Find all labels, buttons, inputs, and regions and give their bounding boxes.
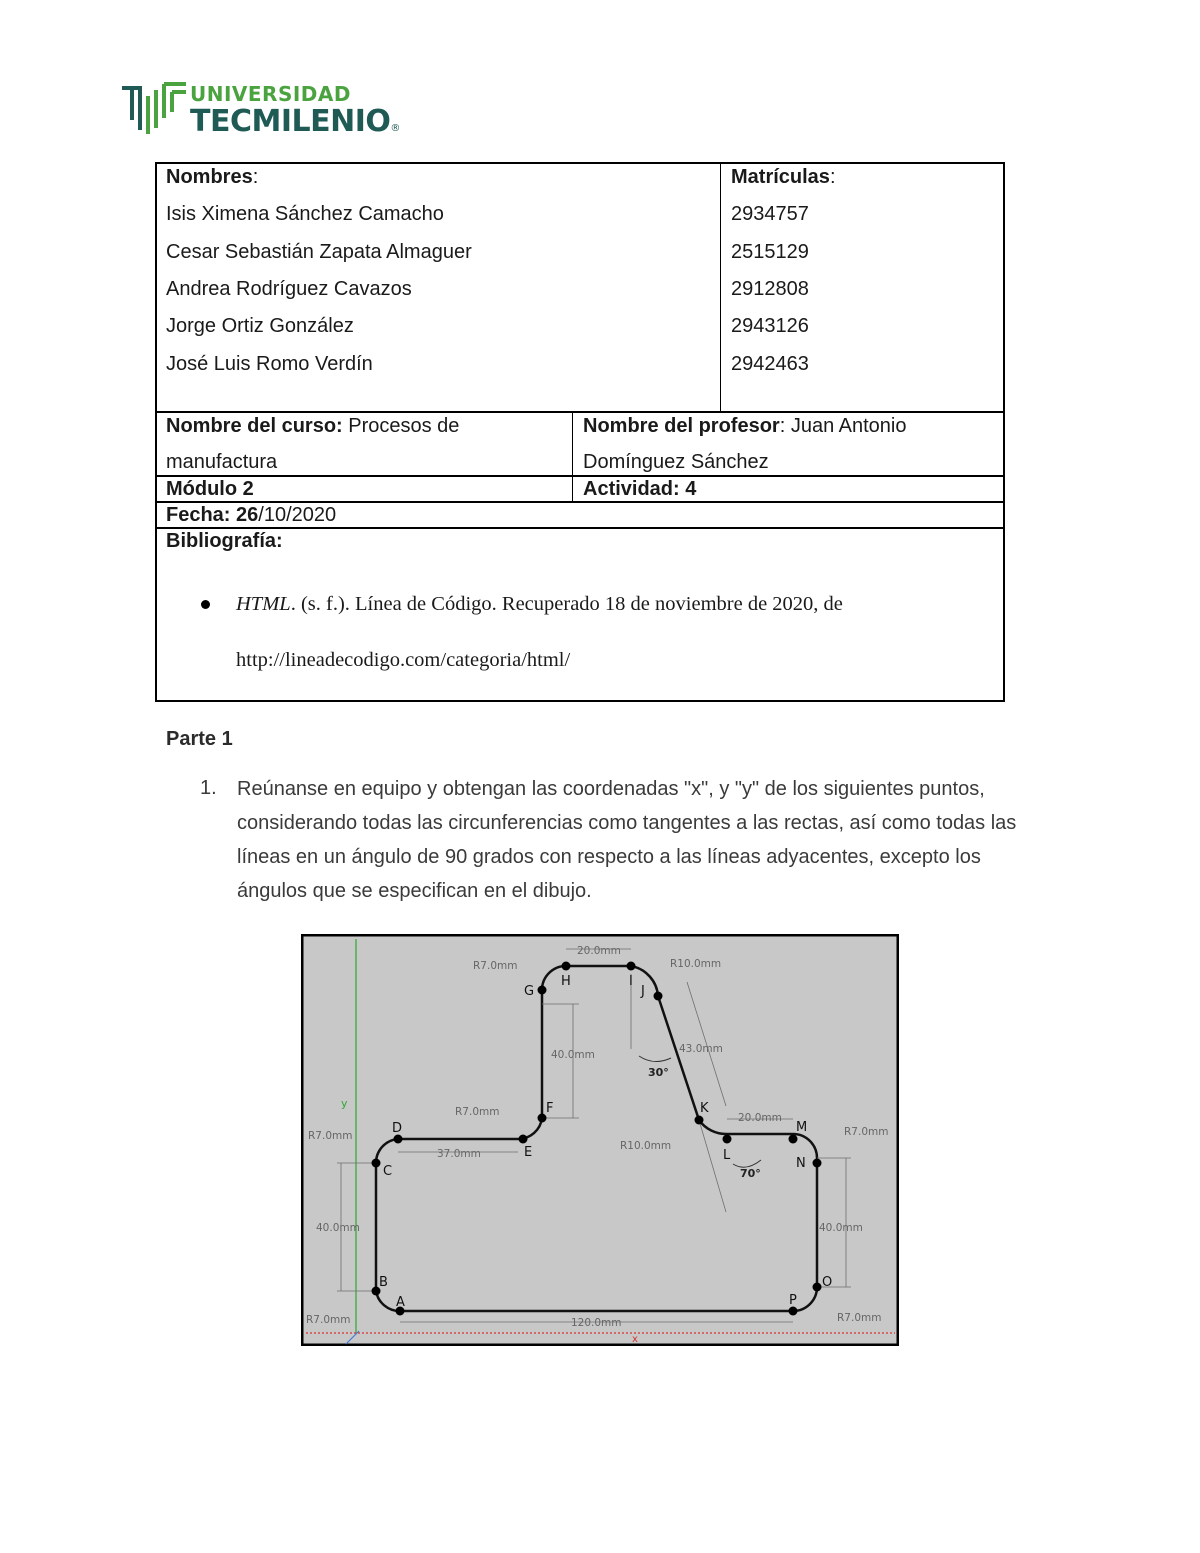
y-axis-label: y xyxy=(341,1097,348,1110)
point-label: G xyxy=(524,984,535,999)
logo-text-universidad: UNIVERSIDAD xyxy=(190,82,351,106)
student-name: Isis Ximena Sánchez Camacho xyxy=(166,203,444,225)
angle-label: 70° xyxy=(740,1167,761,1180)
bullet-icon xyxy=(201,600,210,609)
matriculas-header: Matrículas: xyxy=(731,166,836,188)
curso-value-line2: manufactura xyxy=(166,451,278,473)
point-label: N xyxy=(796,1156,806,1171)
student-name: Cesar Sebastián Zapata Almaguer xyxy=(166,241,472,263)
point-label: J xyxy=(641,984,645,999)
bibliography-entry: HTML. (s. f.). Línea de Código. Recuperado 18 de noviembre de 2020, de xyxy=(236,593,843,615)
bibliography-url[interactable]: http://lineadecodigo.com/categoria/html/ xyxy=(236,649,571,671)
point-label: H xyxy=(561,974,571,989)
student-name: Jorge Ortiz González xyxy=(166,315,354,337)
point-label: C xyxy=(383,1164,393,1179)
dimension-label: R10.0mm xyxy=(670,958,722,970)
dimension-label: 20.0mm xyxy=(577,945,621,957)
actividad-field: Actividad: 4 xyxy=(583,478,697,500)
technical-drawing xyxy=(301,934,899,1346)
tecmilenio-emblem-icon xyxy=(120,78,190,142)
dimension-label: R10.0mm xyxy=(620,1140,672,1152)
angle-label: 30° xyxy=(648,1066,669,1079)
dimension-label: R7.0mm xyxy=(837,1312,882,1324)
dimension-label: R7.0mm xyxy=(473,960,518,972)
point-label: B xyxy=(379,1275,388,1290)
dimension-label: 40.0mm xyxy=(551,1049,595,1061)
student-id: 2912808 xyxy=(731,278,809,300)
student-id: 2943126 xyxy=(731,315,809,337)
dimension-label: 120.0mm xyxy=(571,1317,622,1329)
student-name: José Luis Romo Verdín xyxy=(166,353,373,375)
curso-field: Nombre del curso: Procesos de xyxy=(166,415,460,437)
point-label: O xyxy=(822,1275,833,1290)
point-label: E xyxy=(524,1145,533,1160)
nombres-header: Nombres: xyxy=(166,166,259,188)
point-label: M xyxy=(796,1120,808,1135)
student-id: 2934757 xyxy=(731,203,809,225)
student-name: Andrea Rodríguez Cavazos xyxy=(166,278,412,300)
dimension-label: 43.0mm xyxy=(679,1043,723,1055)
point-label: A xyxy=(396,1295,405,1310)
dimension-label: 40.0mm xyxy=(316,1222,360,1234)
point-label: P xyxy=(789,1293,797,1308)
university-logo xyxy=(120,78,420,142)
point-label: F xyxy=(546,1101,554,1116)
point-label: I xyxy=(629,974,633,989)
student-id: 2515129 xyxy=(731,241,809,263)
student-id: 2942463 xyxy=(731,353,809,375)
dimension-label: 37.0mm xyxy=(437,1148,481,1160)
dimension-label: R7.0mm xyxy=(308,1130,353,1142)
point-label: L xyxy=(723,1148,731,1163)
point-label: K xyxy=(700,1101,709,1116)
dimension-label: R7.0mm xyxy=(455,1106,500,1118)
section-heading: Parte 1 xyxy=(166,728,233,750)
dimension-label: R7.0mm xyxy=(306,1314,351,1326)
profesor-value-line2: Domínguez Sánchez xyxy=(583,451,769,473)
instruction-text: Reúnanse en equipo y obtengan las coordenadas "x", y "y" de los siguientes puntos, considerando todas las circunferencias como tangentes a las rectas, así como todas las líneas en un ángulo de 90 grados con respecto a las líneas adyacentes, excepto los ángulos que se especifican en el dibujo. xyxy=(237,778,1017,902)
x-axis-label: x xyxy=(632,1334,638,1345)
list-number: 1. xyxy=(200,777,217,799)
profesor-field: Nombre del profesor: Juan Antonio xyxy=(583,415,907,437)
dimension-label: R7.0mm xyxy=(844,1126,889,1138)
modulo-field: Módulo 2 xyxy=(166,478,254,500)
logo-text-tecmilenio: TECMILENIO® xyxy=(190,104,400,139)
dimension-label: 40.0mm xyxy=(819,1222,863,1234)
drawing-canvas xyxy=(301,934,899,1346)
fecha-field: Fecha: 26/10/2020 xyxy=(166,504,337,526)
point-label: D xyxy=(392,1121,403,1136)
bibliografia-header: Bibliografía: xyxy=(166,530,283,552)
dimension-label: 20.0mm xyxy=(738,1112,782,1124)
